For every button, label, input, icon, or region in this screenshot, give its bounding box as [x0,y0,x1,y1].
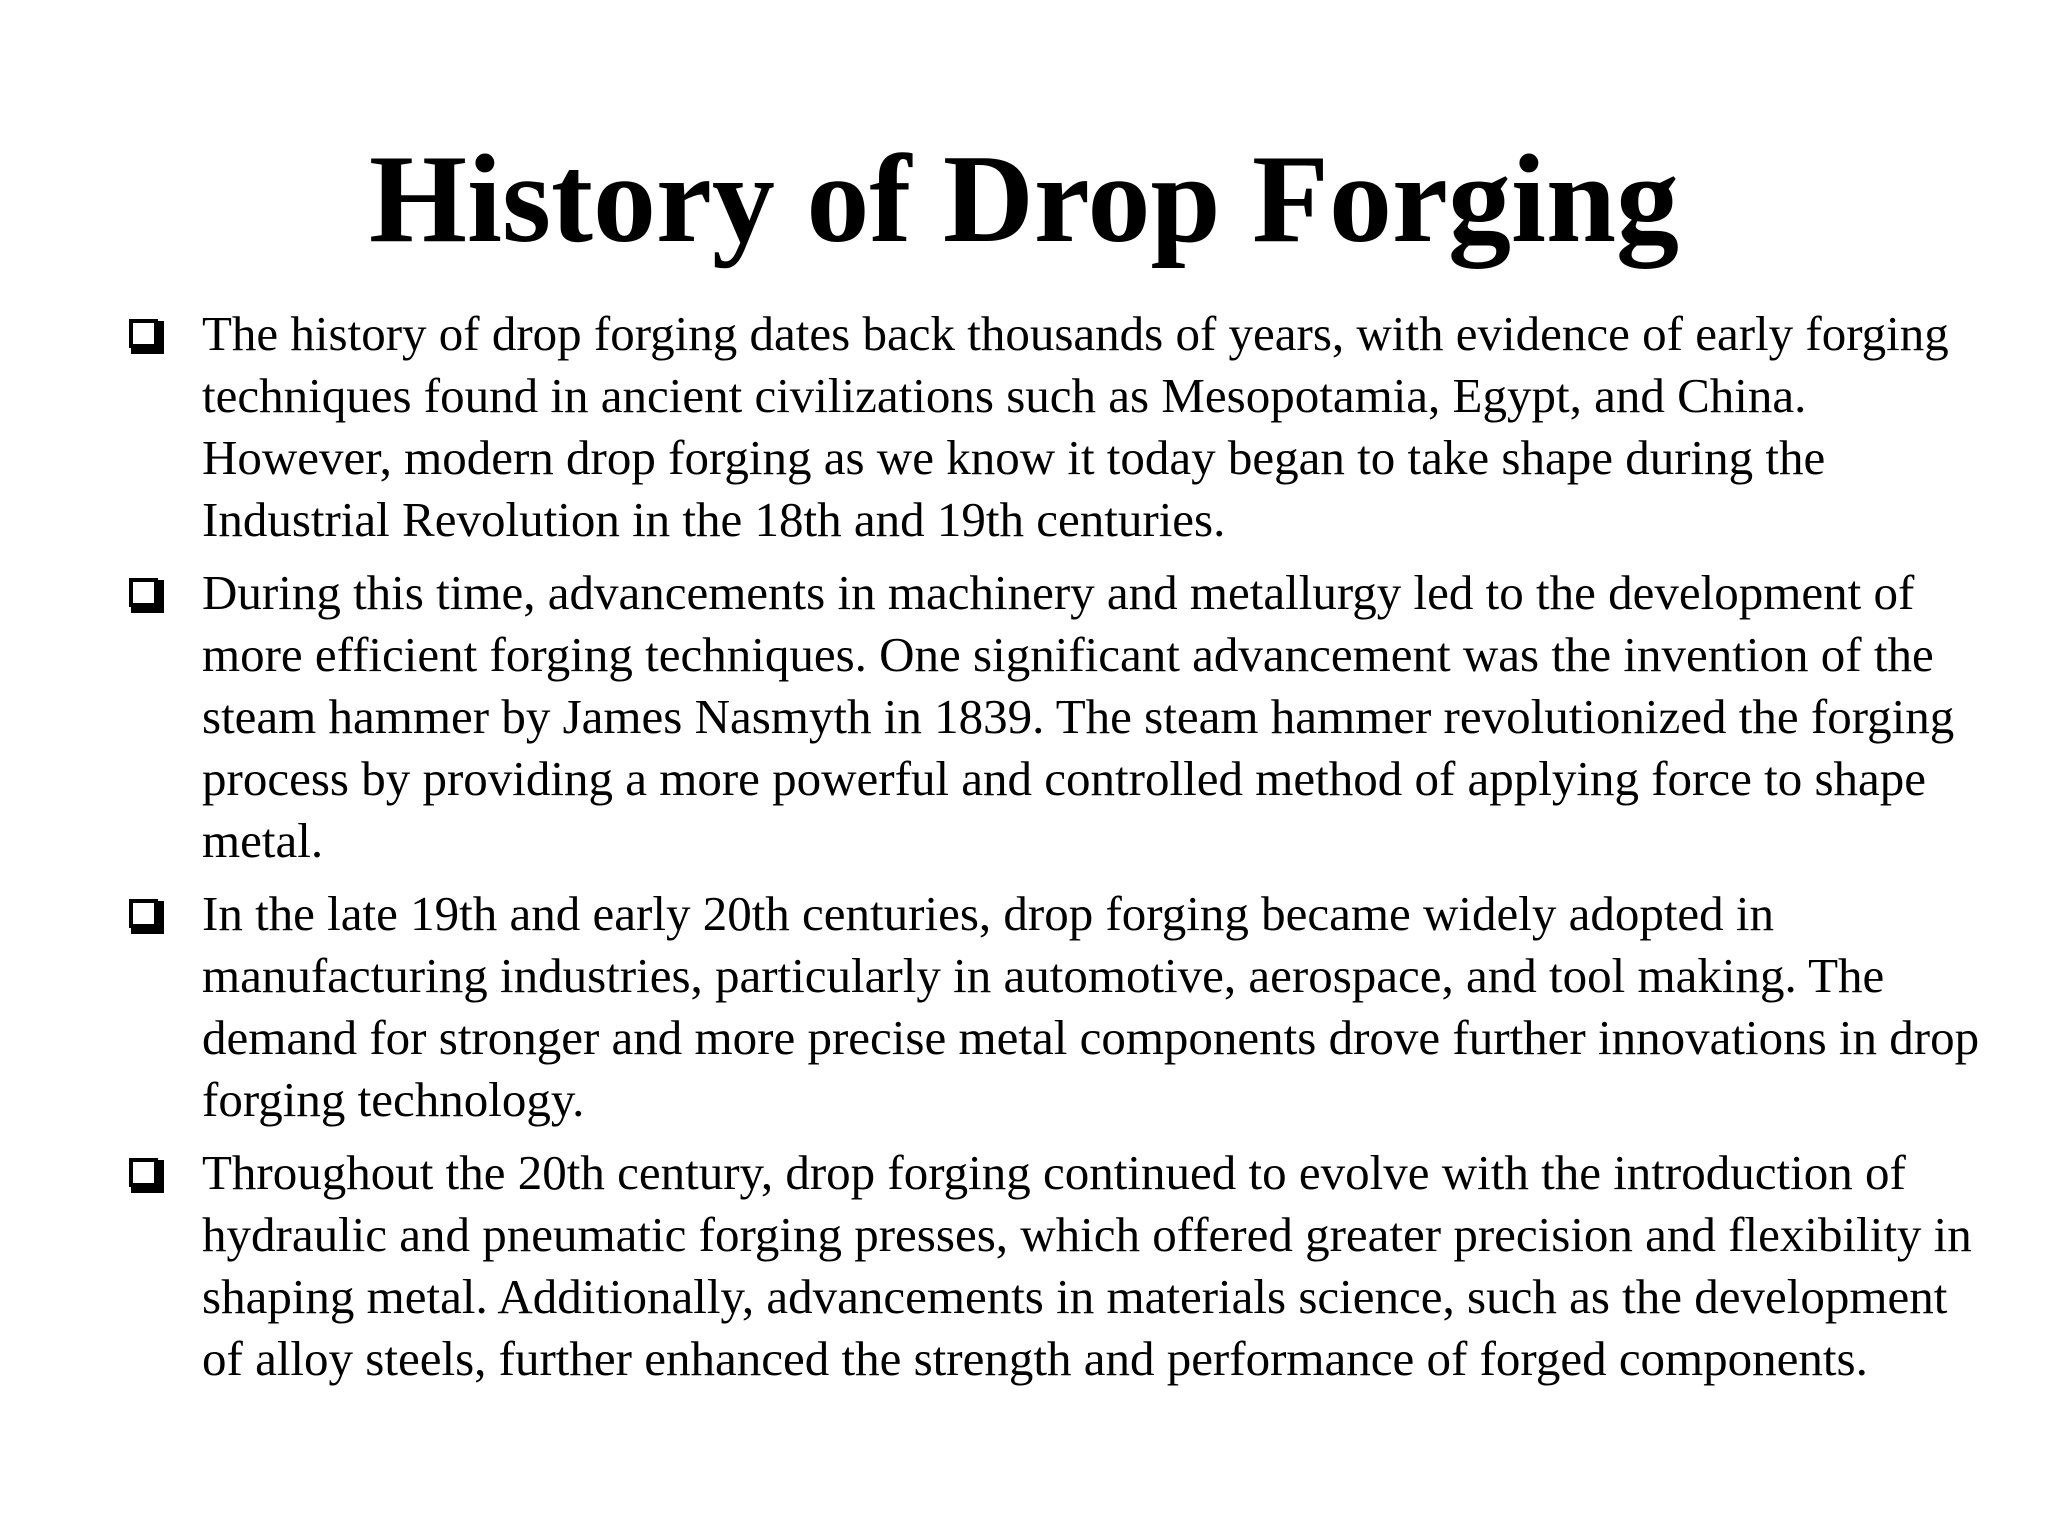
checkbox-bullet-icon [129,578,158,607]
bullet-text: During this time, advancements in machinery and metallurgy led to the development of more efficient forging techniques. One significant advancement was the invention of the steam hammer by James Nasmyth in 1839. The steam hammer revolutionized the forging process by providing a more powerful and controlled method of applying force to shape metal. [202,565,1955,868]
bullet-item [120,883,1980,1131]
bullet-list [120,303,1980,1401]
bullet-text: In the late 19th and early 20th centuries, drop forging became widely adopted in manufacturing industries, particularly in automotive, aerospace, and tool making. The demand for stronger and more precise metal components drove further innovations in drop forging technology. [202,886,1980,1127]
checkbox-bullet-icon [129,899,158,928]
slide-title: History of Drop Forging [368,130,1680,269]
checkbox-bullet-icon [129,1158,158,1187]
bullet-text: The history of drop forging dates back thousands of years, with evidence of early forging techniques found in ancient civilizations such as Mesopotamia, Egypt, and China. However, modern drop forging as we know it today began to take shape during the Industrial Revolution in the 18th and 19th centuries. [202,306,1949,547]
bullet-item [120,1142,1980,1390]
bullet-text: Throughout the 20th century, drop forging continued to evolve with the introduction of hydraulic and pneumatic forging presses, which offered greater precision and flexibility in shaping metal. Additionally, advancements in materials science, such as the development of alloy steels, further enhanced the strength and performance of forged components. [202,1145,1972,1386]
bullet-item [120,303,1980,551]
bullet-item [120,562,1980,872]
checkbox-bullet-icon [129,319,158,348]
